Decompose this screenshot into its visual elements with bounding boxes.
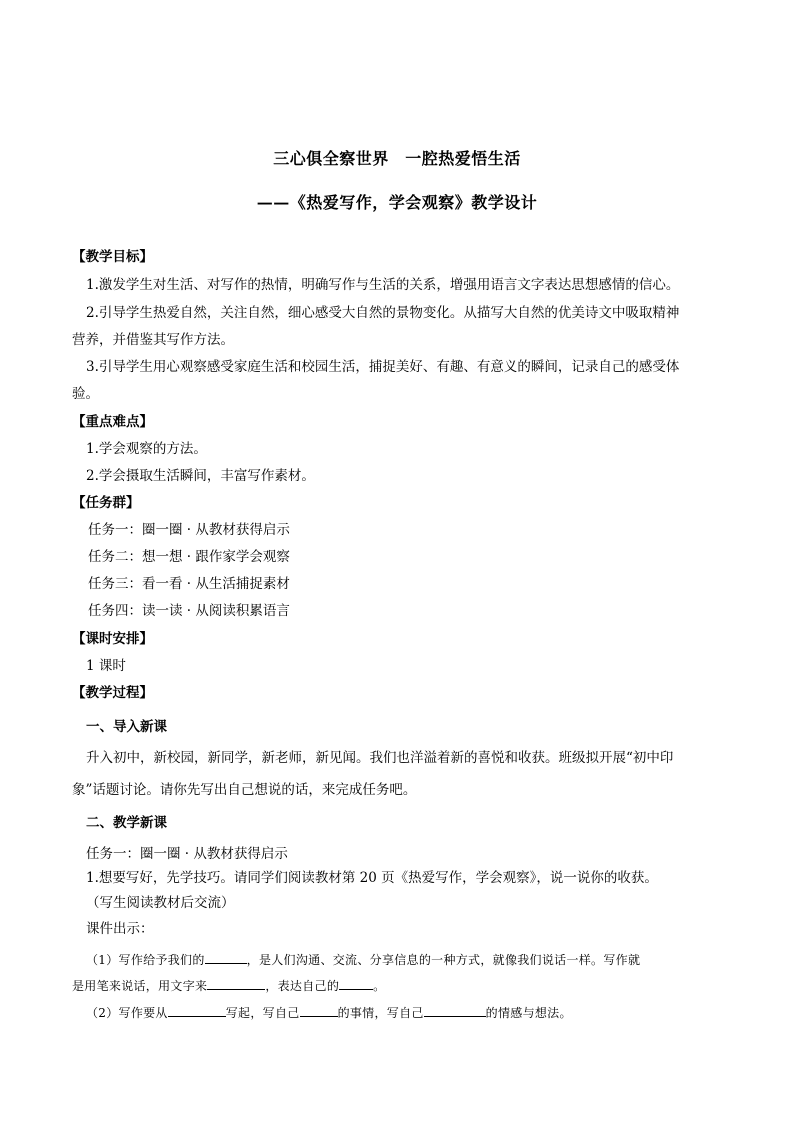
section-1-text-line-1: 升入初中，新校园，新同学，新老师，新见闻。我们也洋溢着新的喜悦和收获。班级拟开展“初中印 bbox=[86, 750, 674, 766]
task-item-1: 任务一：圈一圈 · 从教材获得启示 bbox=[88, 522, 290, 538]
tasks-heading: 【任务群】 bbox=[72, 495, 140, 511]
task-item-4: 任务四：读一读 · 从阅读积累语言 bbox=[88, 603, 290, 619]
goals-heading: 【教学目标】 bbox=[72, 249, 153, 265]
task-item-3: 任务三：看一看 · 从生活捕捉素材 bbox=[88, 576, 290, 592]
process-heading: 【教学过程】 bbox=[72, 685, 153, 701]
key-point-item-1: 1.学会观察的方法。 bbox=[86, 441, 207, 457]
section-1-text-line-2: 象”话题讨论。请你先写出自己想说的话，来完成任务吧。 bbox=[72, 782, 417, 798]
key-point-item-2: 2.学会摄取生活瞬间，丰富写作素材。 bbox=[86, 468, 315, 484]
question-1-part-4: ，表达自己的 bbox=[265, 979, 340, 993]
question-1-line-1 bbox=[86, 949, 722, 969]
fill-blank bbox=[205, 949, 247, 964]
question-2-part-2: 写起，写自己 bbox=[225, 1006, 300, 1020]
question-1-part-1: （1）写作给予我们的 bbox=[86, 953, 205, 967]
question-1-part-5: 。 bbox=[373, 979, 386, 993]
section-1-title: 一、导入新课 bbox=[86, 719, 167, 735]
section-2-title: 二、教学新课 bbox=[86, 815, 167, 831]
task-item-2: 任务二：想一想 · 跟作家学会观察 bbox=[88, 549, 290, 565]
fill-blank bbox=[300, 1002, 338, 1017]
question-2-part-4: 的情感与想法。 bbox=[485, 1006, 572, 1020]
goal-item-3-line-1: 3.引导学生用心观察感受家庭生活和校园生活，捕捉美好、有趣、有意义的瞬间，记录自己的感受体 bbox=[86, 359, 680, 375]
schedule-heading: 【课时安排】 bbox=[72, 631, 153, 647]
goal-item-2-line-1: 2.引导学生热爱自然，关注自然，细心感受大自然的景物变化。从描写大自然的优美诗文中吸取精神 bbox=[86, 305, 680, 321]
question-2-part-1: （2）写作要从 bbox=[86, 1006, 168, 1020]
question-1-line-2 bbox=[72, 975, 722, 995]
goal-item-2-line-2: 营养，并借鉴其写作方法。 bbox=[72, 332, 234, 348]
goal-item-3-line-2: 验。 bbox=[72, 386, 99, 402]
fill-blank bbox=[339, 975, 373, 990]
document-title: 三心俱全察世界 一腔热爱悟生活 bbox=[273, 149, 521, 168]
task-1-title: 任务一：圈一圈 · 从教材获得启示 bbox=[86, 846, 288, 862]
fill-blank bbox=[168, 1002, 226, 1017]
document-subtitle: ——《热爱写作，学会观察》教学设计 bbox=[256, 193, 538, 212]
goal-item-1: 1.激发学生对生活、对写作的热情，明确写作与生活的关系，增强用语言文字表达思想感情的信心。 bbox=[86, 277, 680, 293]
question-2-line bbox=[86, 1002, 722, 1022]
question-2-part-3: 的事情，写自己 bbox=[337, 1006, 424, 1020]
key-points-heading: 【重点难点】 bbox=[72, 414, 153, 430]
task-1-note: （写生阅读教材后交流） bbox=[86, 895, 235, 911]
fill-blank bbox=[207, 975, 265, 990]
question-1-part-3: 是用笔来说话，用文字来 bbox=[72, 979, 208, 993]
courseware-label: 课件出示： bbox=[86, 921, 154, 937]
task-1-item-1: 1.想要写好，先学技巧。请同学们阅读教材第 20 页《热爱写作，学会观察》，说一说你的收获。 bbox=[86, 870, 658, 886]
schedule-value: 1 课时 bbox=[86, 658, 126, 674]
fill-blank bbox=[424, 1002, 486, 1017]
question-1-part-2: ，是人们沟通、交流、分享信息的一种方式，就像我们说话一样。写作就 bbox=[246, 953, 641, 967]
